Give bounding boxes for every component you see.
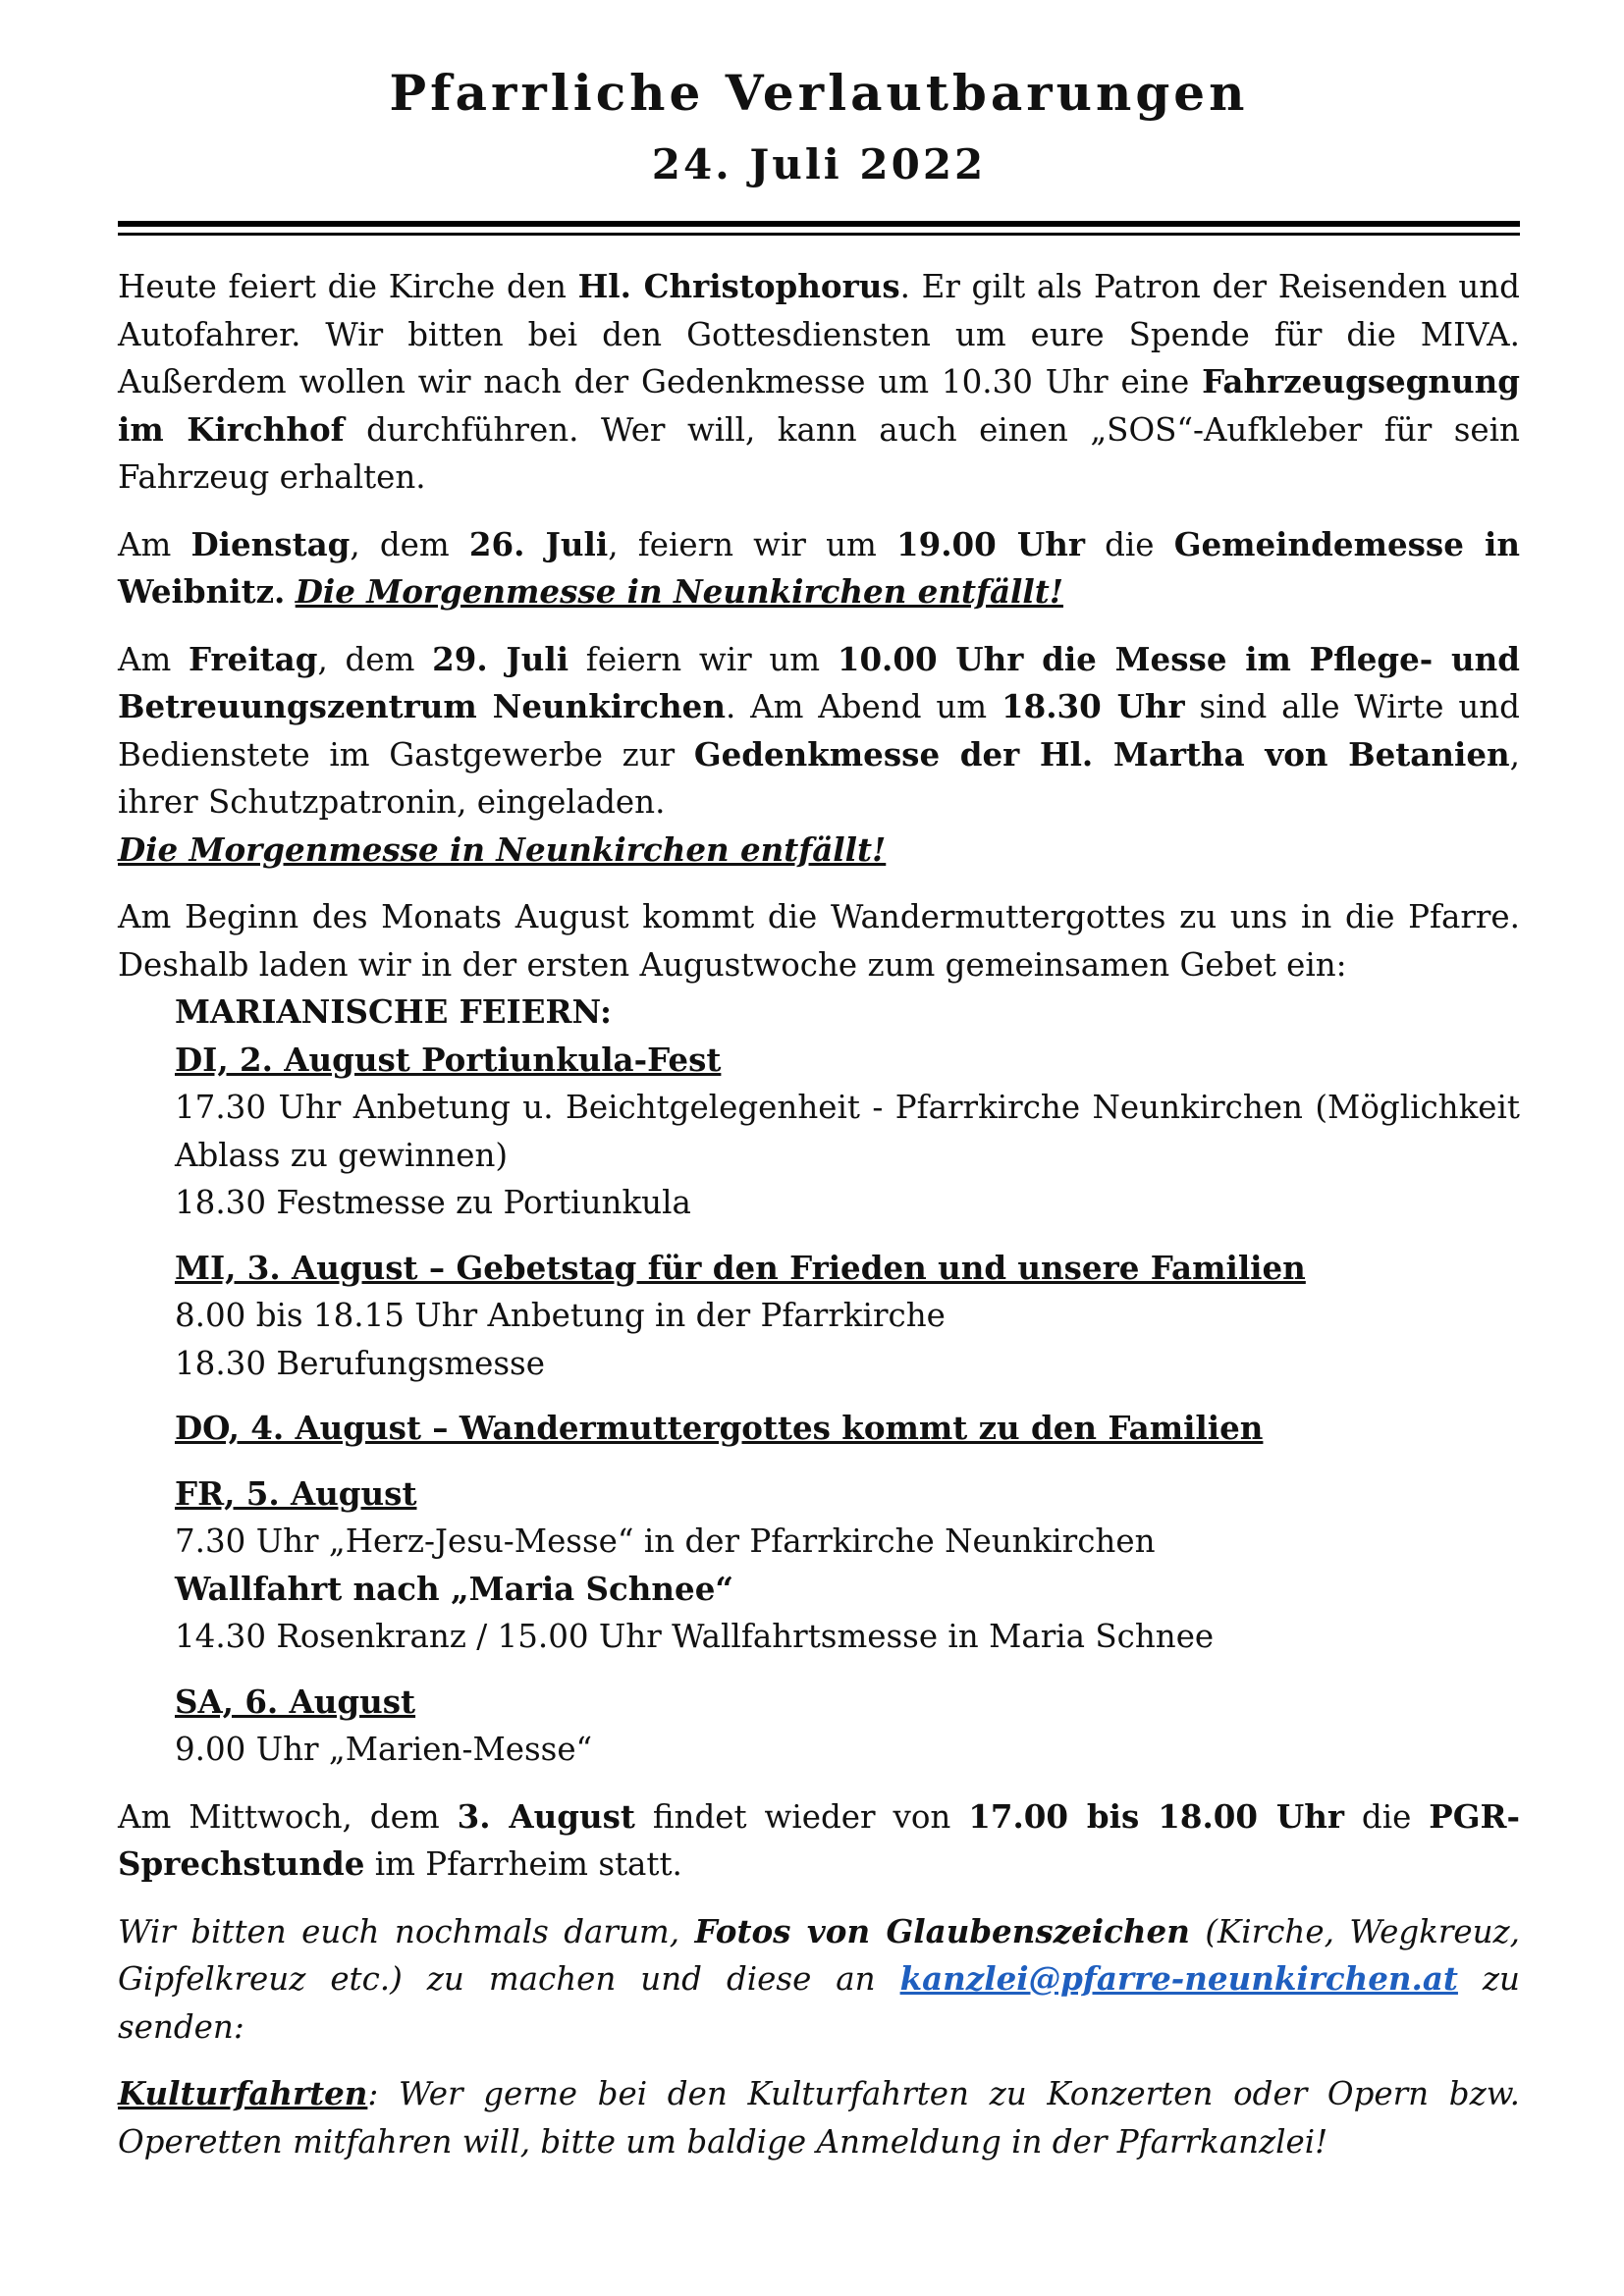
event-line: 9.00 Uhr „Marien-Messe“ [175, 1731, 593, 1768]
cancellation-notice: Die Morgenmesse in Neunkirchen entfällt! [295, 572, 1063, 611]
event-heading-mi: MI, 3. August – Gebetstag für den Frieden und unsere Familien [175, 1248, 1306, 1287]
text: , ihrer Schutzpatronin, eingeladen. [118, 735, 1520, 821]
event-line: 18.30 Festmesse zu Portiunkula [175, 1184, 691, 1221]
bold-text: 19.00 Uhr [895, 524, 1085, 563]
event-line: 7.30 Uhr „Herz-Jesu-Messe“ in der Pfarrkirche Neunkirchen [175, 1522, 1156, 1560]
bold-text: Gedenkmesse der Hl. Martha von Betanien [693, 734, 1510, 774]
bold-text: PGR-Sprechstunde [118, 1796, 1520, 1883]
text: Am Mittwoch, dem [118, 1797, 458, 1836]
document-page [118, 54, 1520, 2165]
bold-text: 10.00 Uhr die Messe im Pflege- und Betreuungszentrum Neunkirchen [118, 639, 1520, 725]
bold-text: Fahrzeugsegnung im Kirchhof [118, 362, 1520, 449]
text: die [1084, 525, 1174, 563]
event-heading-di: DI, 2. August Portiunkula-Fest [175, 1040, 722, 1079]
bold-text: Gemeindemesse in Weibnitz. [118, 524, 1520, 611]
paragraph-glaubenszeichen [118, 1908, 1520, 2052]
bold-text: 26. Juli [468, 524, 609, 563]
text: , dem [350, 525, 469, 563]
paragraph-freitag-notice [118, 827, 1520, 875]
paragraph-christophorus [118, 263, 1520, 502]
text: findet wieder von [634, 1797, 969, 1836]
paragraph-kulturfahrten [118, 2070, 1520, 2165]
double-rule-divider [118, 221, 1520, 236]
text: durchführen. Wer will, kann auch einen „SOS“-Aufkleber für sein Fahrzeug erhalten. [118, 410, 1520, 496]
event-heading-fr: FR, 5. August [175, 1473, 417, 1513]
text: , dem [317, 640, 433, 678]
text [285, 573, 295, 611]
paragraph-freitag [118, 636, 1520, 827]
paragraph-dienstag [118, 521, 1520, 616]
text: Am [118, 525, 191, 563]
text: Wir bitten euch nochmals darum, [118, 1912, 695, 1950]
bold-text: 3. August [457, 1796, 635, 1836]
text: die [1344, 1797, 1430, 1836]
event-line: 18.30 Berufungsmesse [175, 1344, 545, 1382]
text: : Wer gerne bei den Kulturfahrten zu Konzerten oder Opern bzw. Operetten mitfahren will, bitte um baldige Anmeldung in der Pfarrkanzlei! [118, 2075, 1520, 2161]
marian-heading: MARIANISCHE FEIERN: [175, 992, 613, 1031]
paragraph-wandermuttergottes: Am Beginn des Monats August kommt die Wandermuttergottes zu uns in die Pfarre. Deshalb laden wir in der ersten Augustwoche zum gemeinsamen Gebet ein: [118, 898, 1520, 984]
text: (Kirche, Wegkreuz, Gipfelkreuz etc.) zu machen und diese an [118, 1912, 1521, 1998]
text: sind alle Wirte und Bedienstete im Gastgewerbe zur [118, 688, 1520, 774]
page-date: 24. Juli 2022 [651, 140, 987, 188]
event-line: 17.30 Uhr Anbetung u. Beichtgelegenheit - Pfarrkirche Neunkirchen (Möglichkeit Ablass zu gewinnen) [175, 1089, 1520, 1174]
event-heading-sa: SA, 6. August [175, 1682, 416, 1721]
bold-text: Dienstag [190, 524, 351, 563]
text: , feiern wir um [608, 525, 896, 563]
bold-text: 18.30 Uhr [1001, 687, 1185, 725]
text: . Am Abend um [725, 688, 1001, 725]
text: . Er gilt als Patron der Reisenden und Autofahrer. Wir bitten bei den Gottesdiensten um eure Spende für die MIVA. Außerdem wollen wir nach der Gedenkmesse um 10.30 Uhr eine [118, 268, 1520, 400]
bold-text: 17.00 bis 18.00 Uhr [968, 1796, 1344, 1836]
bold-text: 29. Juli [432, 639, 569, 678]
paragraph-pgr-sprechstunde [118, 1793, 1520, 1889]
cancellation-notice: Die Morgenmesse in Neunkirchen entfällt! [118, 829, 887, 869]
text: im Pfarrheim statt. [364, 1845, 682, 1883]
event-line: 8.00 bis 18.15 Uhr Anbetung in der Pfarrkirche [175, 1297, 946, 1334]
text: zu senden: [118, 1960, 1520, 2046]
bold-text: Fotos von Glaubenszeichen [694, 1911, 1190, 1950]
event-subheading-wallfahrt: Wallfahrt nach „Maria Schnee“ [175, 1569, 734, 1608]
announcement-body [118, 263, 1520, 2165]
marian-celebrations [175, 988, 1520, 1774]
event-heading-do: DO, 4. August – Wandermuttergottes kommt zu den Familien [175, 1409, 1264, 1447]
kulturfahrten-label: Kulturfahrten [118, 2074, 368, 2112]
event-line: 14.30 Rosenkranz / 15.00 Uhr Wallfahrtsmesse in Maria Schnee [175, 1618, 1215, 1655]
bold-text: Freitag [189, 639, 318, 678]
text: Am [118, 640, 189, 678]
text: feiern wir um [568, 640, 838, 678]
email-link[interactable]: kanzlei@pfarre-neunkirchen.at [899, 1959, 1458, 1998]
page-title: Pfarrliche Verlautbarungen [389, 64, 1249, 122]
text: Heute feiert die Kirche den [118, 268, 578, 305]
bold-text: Hl. Christophorus [577, 267, 900, 305]
